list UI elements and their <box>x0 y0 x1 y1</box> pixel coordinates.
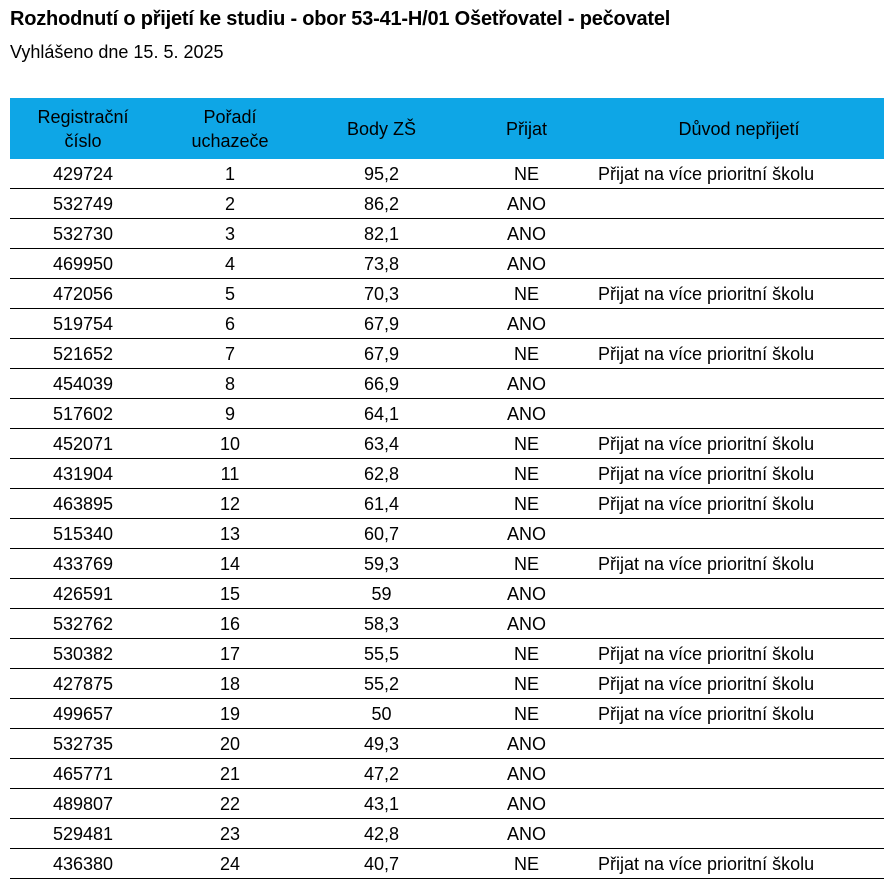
admitted-cell: NE <box>459 549 594 579</box>
points-cell: 55,2 <box>304 669 459 699</box>
reason-cell: Přijat na více prioritní školu <box>594 159 884 189</box>
admitted-cell: ANO <box>459 759 594 789</box>
table-row <box>10 729 884 759</box>
admitted-cell: NE <box>459 159 594 189</box>
points-cell: 95,2 <box>304 159 459 189</box>
header-points: Body ZŠ <box>304 98 459 159</box>
table-row <box>10 549 884 579</box>
rank-cell: 4 <box>156 249 304 279</box>
reason-cell <box>594 729 884 759</box>
registration-number-cell: 532730 <box>10 219 156 249</box>
header-rejection-reason: Důvod nepřijetí <box>594 98 884 159</box>
rank-cell: 2 <box>156 189 304 219</box>
table-row <box>10 759 884 789</box>
rank-cell: 23 <box>156 819 304 849</box>
reason-cell: Přijat na více prioritní školu <box>594 429 884 459</box>
table-row <box>10 519 884 549</box>
table-row <box>10 819 884 849</box>
table-row <box>10 249 884 279</box>
registration-number-cell: 463895 <box>10 489 156 519</box>
registration-number-cell: 517602 <box>10 399 156 429</box>
rank-cell: 22 <box>156 789 304 819</box>
table-row <box>10 339 884 369</box>
rank-cell: 5 <box>156 279 304 309</box>
registration-number-cell: 427875 <box>10 669 156 699</box>
reason-cell <box>594 759 884 789</box>
table-row <box>10 849 884 879</box>
reason-cell <box>594 579 884 609</box>
table-row <box>10 639 884 669</box>
points-cell: 49,3 <box>304 729 459 759</box>
points-cell: 47,2 <box>304 759 459 789</box>
points-cell: 40,7 <box>304 849 459 879</box>
reason-cell: Přijat na více prioritní školu <box>594 669 884 699</box>
registration-number-cell: 454039 <box>10 369 156 399</box>
points-cell: 50 <box>304 699 459 729</box>
reason-cell: Přijat na více prioritní školu <box>594 639 884 669</box>
points-cell: 82,1 <box>304 219 459 249</box>
registration-number-cell: 532749 <box>10 189 156 219</box>
admitted-cell: NE <box>459 669 594 699</box>
announcement-date: Vyhlášeno dne 15. 5. 2025 <box>10 42 224 62</box>
rank-cell: 11 <box>156 459 304 489</box>
registration-number-cell: 515340 <box>10 519 156 549</box>
reason-cell <box>594 189 884 219</box>
admitted-cell: ANO <box>459 579 594 609</box>
registration-number-cell: 436380 <box>10 849 156 879</box>
admitted-cell: NE <box>459 429 594 459</box>
table-row <box>10 789 884 819</box>
reason-cell: Přijat na více prioritní školu <box>594 339 884 369</box>
rank-cell: 14 <box>156 549 304 579</box>
registration-number-cell: 519754 <box>10 309 156 339</box>
table-row <box>10 579 884 609</box>
registration-number-cell: 521652 <box>10 339 156 369</box>
header-admitted: Přijat <box>459 98 594 159</box>
admitted-cell: ANO <box>459 519 594 549</box>
table-row <box>10 159 884 189</box>
points-cell: 64,1 <box>304 399 459 429</box>
registration-number-cell: 433769 <box>10 549 156 579</box>
reason-cell: Přijat na více prioritní školu <box>594 699 884 729</box>
table-row <box>10 369 884 399</box>
points-cell: 62,8 <box>304 459 459 489</box>
table-row <box>10 279 884 309</box>
header-applicant-rank: Pořadí uchazeče <box>156 98 304 159</box>
reason-cell: Přijat na více prioritní školu <box>594 459 884 489</box>
points-cell: 43,1 <box>304 789 459 819</box>
points-cell: 86,2 <box>304 189 459 219</box>
admitted-cell: NE <box>459 849 594 879</box>
points-cell: 58,3 <box>304 609 459 639</box>
rank-cell: 17 <box>156 639 304 669</box>
admitted-cell: NE <box>459 639 594 669</box>
points-cell: 60,7 <box>304 519 459 549</box>
reason-cell <box>594 249 884 279</box>
registration-number-cell: 529481 <box>10 819 156 849</box>
admitted-cell: ANO <box>459 369 594 399</box>
points-cell: 42,8 <box>304 819 459 849</box>
points-cell: 61,4 <box>304 489 459 519</box>
rank-cell: 10 <box>156 429 304 459</box>
registration-number-cell: 530382 <box>10 639 156 669</box>
admitted-cell: NE <box>459 339 594 369</box>
points-cell: 59 <box>304 579 459 609</box>
reason-cell: Přijat na více prioritní školu <box>594 849 884 879</box>
table-row <box>10 489 884 519</box>
points-cell: 67,9 <box>304 339 459 369</box>
registration-number-cell: 472056 <box>10 279 156 309</box>
rank-cell: 18 <box>156 669 304 699</box>
points-cell: 63,4 <box>304 429 459 459</box>
rank-cell: 24 <box>156 849 304 879</box>
admitted-cell: NE <box>459 489 594 519</box>
rank-cell: 13 <box>156 519 304 549</box>
admitted-cell: ANO <box>459 819 594 849</box>
rank-cell: 16 <box>156 609 304 639</box>
admitted-cell: ANO <box>459 609 594 639</box>
reason-cell <box>594 369 884 399</box>
table-body <box>10 159 884 879</box>
points-cell: 66,9 <box>304 369 459 399</box>
admitted-cell: ANO <box>459 399 594 429</box>
rank-cell: 7 <box>156 339 304 369</box>
reason-cell: Přijat na více prioritní školu <box>594 279 884 309</box>
admitted-cell: NE <box>459 699 594 729</box>
rank-cell: 12 <box>156 489 304 519</box>
points-cell: 70,3 <box>304 279 459 309</box>
registration-number-cell: 532735 <box>10 729 156 759</box>
registration-number-cell: 429724 <box>10 159 156 189</box>
registration-number-cell: 426591 <box>10 579 156 609</box>
admitted-cell: NE <box>459 279 594 309</box>
header-registration-number: Registrační číslo <box>10 98 156 159</box>
admitted-cell: ANO <box>459 789 594 819</box>
table-row <box>10 459 884 489</box>
admitted-cell: ANO <box>459 729 594 759</box>
table-row <box>10 309 884 339</box>
admitted-cell: NE <box>459 459 594 489</box>
registration-number-cell: 532762 <box>10 609 156 639</box>
table-row <box>10 399 884 429</box>
table-row <box>10 609 884 639</box>
admitted-cell: ANO <box>459 249 594 279</box>
table-row <box>10 189 884 219</box>
rank-cell: 15 <box>156 579 304 609</box>
reason-cell <box>594 789 884 819</box>
rank-cell: 6 <box>156 309 304 339</box>
registration-number-cell: 489807 <box>10 789 156 819</box>
rank-cell: 3 <box>156 219 304 249</box>
page-title: Rozhodnutí o přijetí ke studiu - obor 53-41-H/01 Ošetřovatel - pečovatel <box>10 8 671 30</box>
points-cell: 73,8 <box>304 249 459 279</box>
registration-number-cell: 452071 <box>10 429 156 459</box>
admitted-cell: ANO <box>459 189 594 219</box>
rank-cell: 21 <box>156 759 304 789</box>
points-cell: 59,3 <box>304 549 459 579</box>
reason-cell <box>594 309 884 339</box>
table-row <box>10 429 884 459</box>
rank-cell: 19 <box>156 699 304 729</box>
registration-number-cell: 465771 <box>10 759 156 789</box>
admitted-cell: ANO <box>459 309 594 339</box>
points-cell: 67,9 <box>304 309 459 339</box>
rank-cell: 1 <box>156 159 304 189</box>
registration-number-cell: 499657 <box>10 699 156 729</box>
admission-table <box>10 98 884 879</box>
rank-cell: 8 <box>156 369 304 399</box>
points-cell: 55,5 <box>304 639 459 669</box>
table-row <box>10 699 884 729</box>
reason-cell <box>594 609 884 639</box>
table-header-row <box>10 98 884 159</box>
reason-cell <box>594 219 884 249</box>
reason-cell: Přijat na více prioritní školu <box>594 549 884 579</box>
registration-number-cell: 431904 <box>10 459 156 489</box>
table-row <box>10 219 884 249</box>
admitted-cell: ANO <box>459 219 594 249</box>
reason-cell: Přijat na více prioritní školu <box>594 489 884 519</box>
table-row <box>10 669 884 699</box>
registration-number-cell: 469950 <box>10 249 156 279</box>
reason-cell <box>594 819 884 849</box>
rank-cell: 20 <box>156 729 304 759</box>
rank-cell: 9 <box>156 399 304 429</box>
reason-cell <box>594 519 884 549</box>
reason-cell <box>594 399 884 429</box>
